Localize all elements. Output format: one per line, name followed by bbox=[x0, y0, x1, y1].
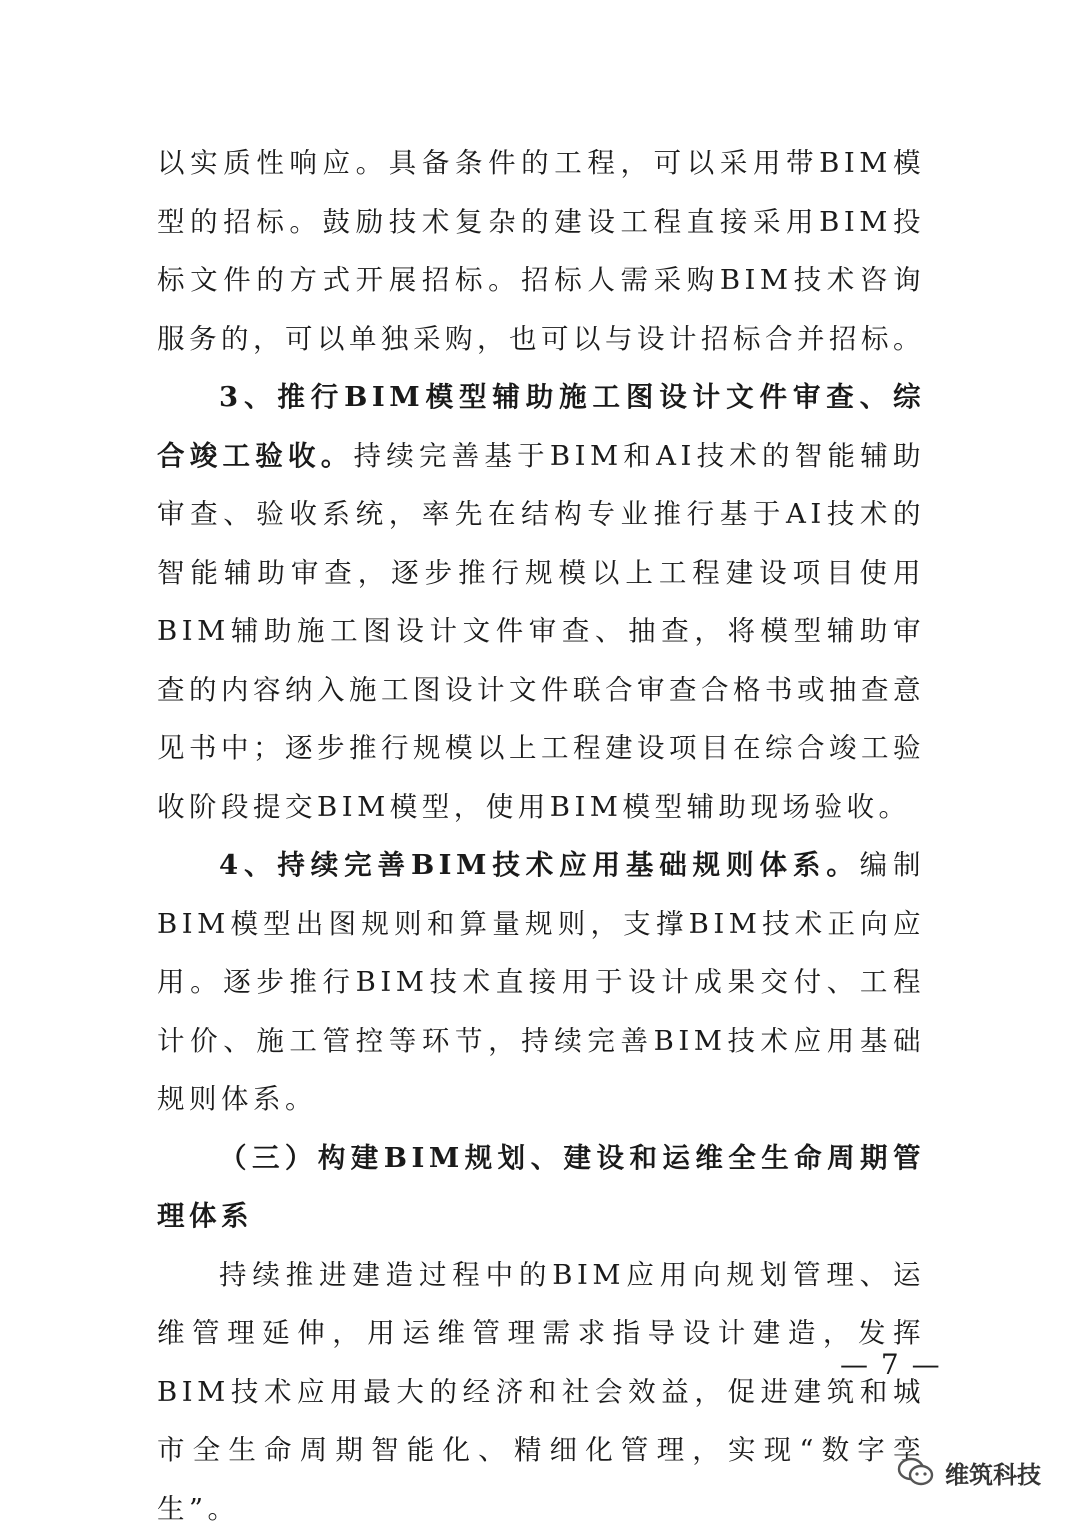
section-3-body: 持续推进建造过程中的BIM应用向规划管理、运维管理延伸，用运维管理需求指导设计建造，发挥BIM技术应用最大的经济和社会效益，促进建筑和城市全生命周期智能化、精细化管理，实现“数字孪生”。 bbox=[157, 1246, 925, 1538]
document-body bbox=[157, 134, 925, 1538]
item-3 bbox=[157, 368, 925, 836]
page-number: — 7 — bbox=[840, 1348, 942, 1381]
item-3-heading: 3、推行BIM模型辅助施工图设计文件审查、综合竣工验收。 bbox=[157, 381, 925, 472]
item-4 bbox=[157, 836, 925, 1129]
section-3-heading: （三）构建BIM规划、建设和运维全生命周期管理体系 bbox=[157, 1129, 925, 1246]
item-4-body: 编制BIM模型出图规则和算量规则，支撑BIM技术正向应用。逐步推行BIM技术直接用于设计成果交付、工程计价、施工管控等环节，持续完善BIM技术应用基础规则体系。 bbox=[157, 849, 925, 1115]
watermark bbox=[897, 1452, 1041, 1492]
item-3-body: 持续完善基于BIM和AI技术的智能辅助审查、验收系统，率先在结构专业推行基于AI技术的智能辅助审查，逐步推行规模以上工程建设项目使用BIM辅助施工图设计文件审查、抽查，将模型辅助审查的内容纳入施工图设计文件联合审查合格书或抽查意见书中；逐步推行规模以上工程建设项目在综合竣工验收阶段提交BIM模型，使用BIM模型辅助现场验收。 bbox=[157, 440, 925, 823]
watermark-text: 维筑科技 bbox=[945, 1455, 1041, 1490]
wechat-icon bbox=[897, 1456, 935, 1488]
paragraph-1: 以实质性响应。具备条件的工程，可以采用带BIM模型的招标。鼓励技术复杂的建设工程直接采用BIM投标文件的方式开展招标。招标人需采购BIM技术咨询服务的，可以单独采购，也可以与设计招标合并招标。 bbox=[157, 134, 925, 368]
item-4-heading: 4、持续完善BIM技术应用基础规则体系。 bbox=[219, 849, 860, 881]
